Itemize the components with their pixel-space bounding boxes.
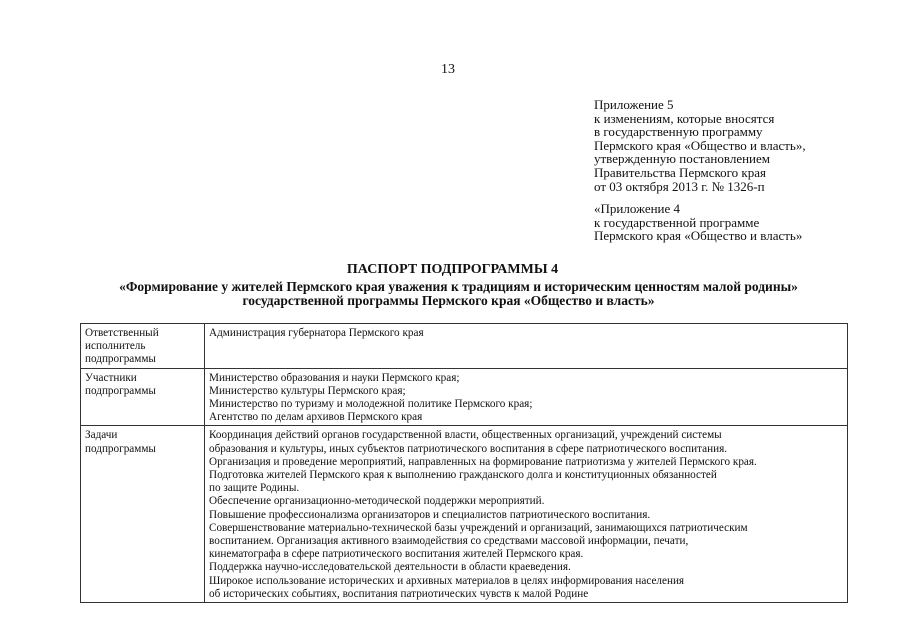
document-title: ПАСПОРТ ПОДПРОГРАММЫ 4 bbox=[346, 262, 559, 277]
table-row bbox=[81, 368, 848, 426]
appendix-4-header bbox=[594, 202, 802, 243]
row-value-line: Администрация губернатора Пермского края bbox=[209, 327, 424, 339]
row-value-line: кинематографа в сфере патриотического воспитания жителей Пермского края. bbox=[209, 548, 584, 561]
row-value-line: Министерство культуры Пермского края; bbox=[209, 384, 406, 397]
row-label-line: Задачи bbox=[85, 429, 118, 442]
appendix-5-line: Приложение 5 bbox=[594, 97, 674, 112]
row-value-cell bbox=[205, 426, 848, 603]
appendix-5-line: к изменениям, которые вносятся bbox=[594, 110, 775, 126]
row-value-line: Подготовка жителей Пермского края к выполнению гражданского долга и конституционных обязанностей bbox=[209, 469, 717, 482]
appendix-5-line: в государственную программу bbox=[594, 124, 763, 140]
row-value-line: Повышение профессионализма организаторов и специалистов патриотического воспитания. bbox=[209, 508, 651, 521]
appendix-4-line: Пермского края «Общество и власть» bbox=[594, 228, 803, 244]
row-label-line: исполнитель bbox=[85, 340, 146, 353]
appendix-4-line: «Приложение 4 bbox=[594, 201, 681, 216]
appendix-4-line: к государственной программе bbox=[594, 214, 760, 230]
table-row bbox=[81, 324, 848, 369]
table-row bbox=[81, 426, 848, 603]
appendix-5-line: утвержденную постановлением bbox=[594, 151, 771, 167]
row-label-line: Ответственный bbox=[85, 327, 159, 339]
row-value-line: Широкое использование исторических и архивных материалов в целях информирования населения bbox=[209, 574, 685, 587]
row-value-line: об исторических событиях, воспитания патриотических чувств к малой Родине bbox=[209, 587, 589, 600]
row-value-line: по защите Родины. bbox=[209, 482, 300, 495]
passport-table bbox=[80, 323, 848, 603]
document-subtitle: «Формирование у жителей Пермского края уважения к традициям и историческим ценностям малой родины» bbox=[119, 279, 798, 294]
appendix-5-line: Пермского края «Общество и власть», bbox=[594, 137, 806, 153]
row-label-cell bbox=[81, 368, 205, 426]
row-value-line: Министерство образования и науки Пермского края; bbox=[209, 371, 460, 384]
document-subtitle: государственной программы Пермского края «Общество и власть» bbox=[242, 293, 655, 308]
row-label-line: подпрограммы bbox=[85, 353, 156, 366]
row-value-line: воспитанием. Организация активного взаимодействия со средствами массовой информации, печати, bbox=[209, 535, 689, 548]
row-value-line: Организация и проведение мероприятий, направленных на формирование патриотизма у жителей Пермского края. bbox=[209, 455, 757, 468]
row-value-line: Министерство по туризму и молодежной политике Пермского края; bbox=[209, 398, 533, 411]
row-value-line: Обеспечение организационно-методической поддержки мероприятий. bbox=[209, 495, 545, 508]
appendix-5-header bbox=[594, 98, 806, 193]
row-label-line: Участники bbox=[85, 371, 137, 384]
row-value-line: образования и культуры, иных субъектов патриотического воспитания в сфере патриотического воспитания. bbox=[209, 442, 728, 455]
appendix-5-line: от 03 октября 2013 г. № 1326-п bbox=[594, 178, 765, 194]
row-value-cell bbox=[205, 324, 848, 369]
row-value-line: Поддержка научно-исследовательской деятельности в области краеведения. bbox=[209, 561, 571, 574]
appendix-5-line: Правительства Пермского края bbox=[594, 164, 766, 180]
row-value-cell bbox=[205, 368, 848, 426]
row-label-cell bbox=[81, 426, 205, 603]
page-number: 13 bbox=[441, 62, 455, 77]
row-label-line: подпрограммы bbox=[85, 384, 156, 397]
row-value-line: Совершенствование материально-технической базы учреждений и организаций, занимающихся патриотическим bbox=[209, 521, 748, 534]
row-label-cell bbox=[81, 324, 205, 369]
row-value-line: Координация действий органов государственной власти, общественных организаций, учреждений системы bbox=[209, 429, 722, 442]
row-label-line: подпрограммы bbox=[85, 442, 156, 455]
row-value-line: Агентство по делам архивов Пермского края bbox=[209, 411, 423, 424]
